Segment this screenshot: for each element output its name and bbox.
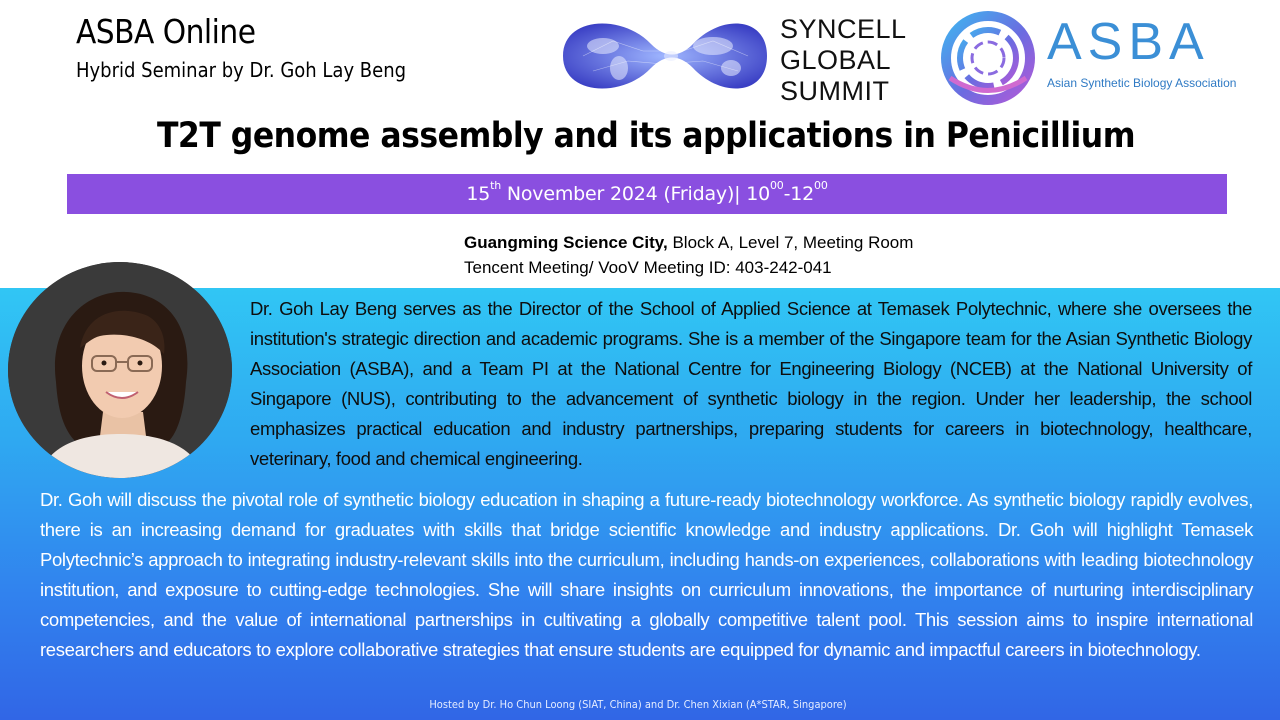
speaker-bio: Dr. Goh Lay Beng serves as the Director of the School of Applied Science at Temasek Polytechnic, where she oversees the institution's strategic direction and academic programs. She is a member of the Singapore team for the Asian Synthetic Biology Association (ASBA), and a Team PI at the National Centre for Engineering Biology (NCEB) at the National University of Singapore (NUS), contributing to the advancement of synthetic biology in the region. Under her leadership, the school emphasizes practical education and industry partnerships, preparing students for careers in biotechnology, healthcare, veterinary, food and chemical engineering.	[250, 298, 1252, 469]
end-minute: 00	[814, 179, 828, 192]
date-day-suffix: th	[490, 179, 502, 192]
org-subtitle: Hybrid Seminar by Dr. Goh Lay Beng	[76, 58, 407, 82]
world-map-cell-icon	[563, 23, 767, 88]
seminar-title: T2T genome assembly and its applications in Penicillium	[156, 116, 1136, 156]
summit-wordmark	[780, 14, 910, 107]
start-hour: 10	[746, 183, 770, 205]
org-title: ASBA Online	[76, 12, 256, 51]
meeting-id: Tencent Meeting/ VooV Meeting ID: 403-242-041	[464, 258, 832, 277]
summit-line-2: GLOBAL	[780, 45, 892, 75]
asba-full-name: Asian Synthetic Biology Association	[1047, 76, 1237, 90]
summit-line-1: SYNCELL	[780, 14, 907, 44]
time-separator: -	[783, 183, 791, 205]
venue-location	[464, 230, 913, 255]
venue-info	[464, 230, 913, 280]
talk-abstract: Dr. Goh will discuss the pivotal role of synthetic biology education in shaping a future-ready biotechnology workforce. As synthetic biology rapidly evolves, there is an increasing demand for graduates with skills that bridge scientific knowledge and industry applications. Dr. Goh will highlight Temasek Polytechnic’s approach to integrating industry-relevant skills into the curriculum, including hands-on experiences, collaborations with leading biotechnology institution, and exposure to cutting-edge technologies. She will share insights on curriculum innovations, the importance of nurturing interdisciplinary competencies, and the value of international partnerships in cultivating a globally competitive talent pool. This session aims to inspire international researchers and educators to explore collaborative strategies that ensure students are equipped for dynamic and impactful careers in biotechnology.	[40, 489, 1253, 660]
end-hour: 12	[790, 183, 815, 205]
host-credit: Hosted by Dr. Ho Chun Loong (SIAT, China) and Dr. Chen Xixian (A*STAR, Singapore)	[429, 698, 847, 711]
start-minute: 00	[769, 179, 784, 192]
summit-line-3: SUMMIT	[780, 76, 890, 106]
speaker-portrait	[8, 262, 232, 478]
swirl-ring-icon	[930, 8, 1050, 108]
date-day: 15	[466, 183, 491, 205]
date-time-text	[67, 179, 1227, 205]
asba-wordmark: ASBA	[1047, 13, 1210, 71]
venue-room: Block A, Level 7, Meeting Room	[667, 233, 914, 252]
date-rest: November 2024 (Friday)|	[501, 183, 747, 205]
venue-place: Guangming Science City,	[464, 233, 668, 252]
date-banner	[67, 174, 1227, 214]
